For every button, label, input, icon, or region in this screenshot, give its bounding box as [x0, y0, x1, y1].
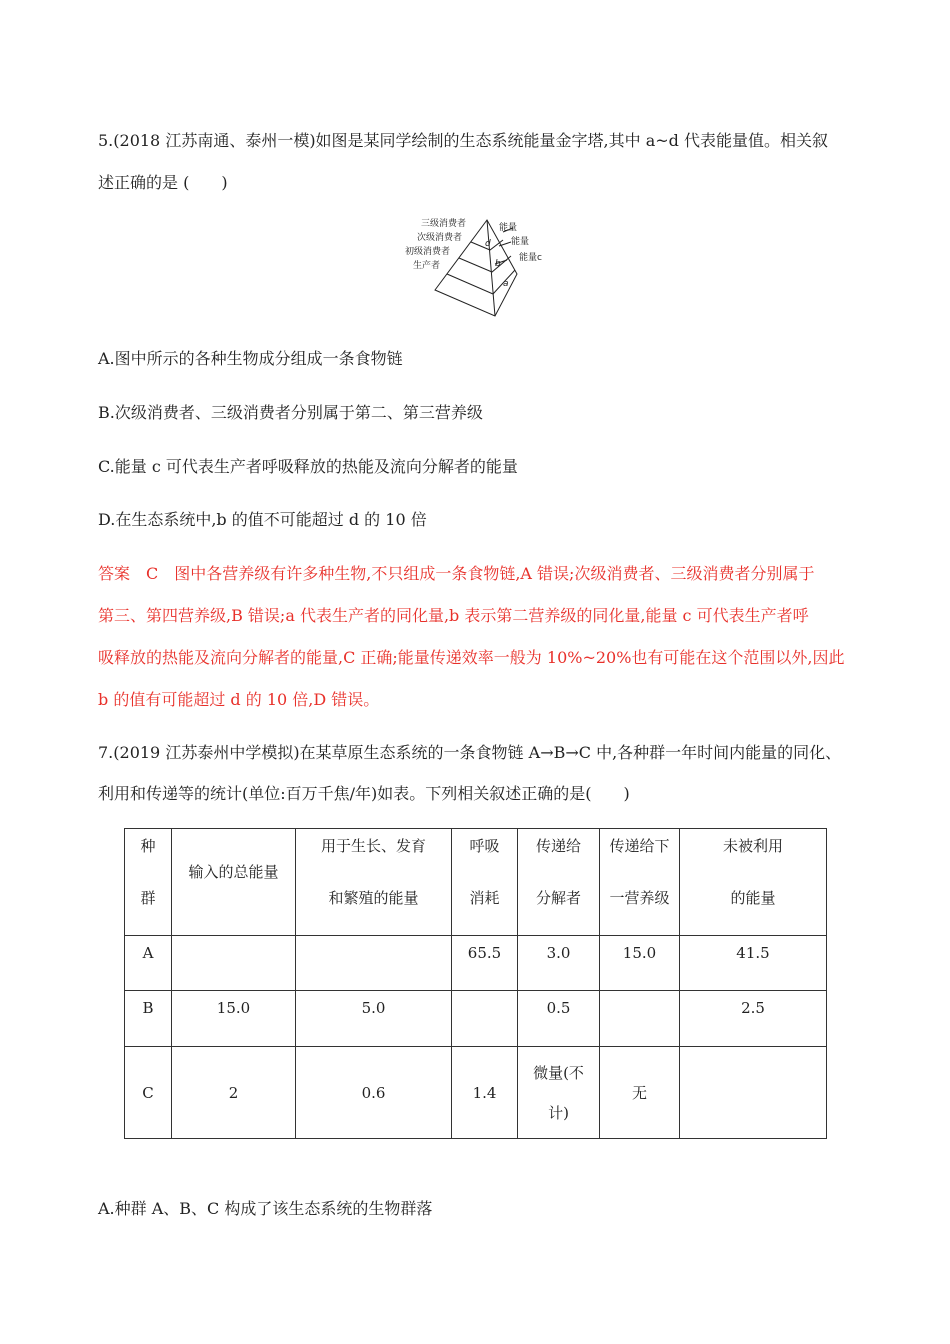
q5-option-b: B.次级消费者、三级消费者分别属于第二、第三营养级 [98, 403, 483, 422]
table-row [125, 991, 827, 1047]
table-header-row [125, 829, 827, 936]
header-input-energy: 输入的总能量 [172, 829, 296, 936]
cell-species: B [125, 991, 172, 1047]
q5-answer-line-2: 第三、第四营养级,B 错误;a 代表生产者的同化量,b 表示第二营养级的同化量,能量 c 可代表生产者呼 [98, 606, 809, 625]
cell-unused [680, 1047, 827, 1139]
pyramid-energy-label-1: 能量 [499, 223, 518, 233]
table-row [125, 1047, 827, 1139]
header-to-decomposer: 传递给 分解者 [518, 829, 600, 936]
cell-decomposer: 3.0 [518, 936, 600, 991]
pyramid-energy-label-2: 能量 [511, 237, 530, 247]
cell-input [172, 936, 296, 991]
pyramid-energy-label-c: 能量c [519, 253, 542, 263]
q7-stem-line-2: 利用和传递等的统计(单位:百万千焦/年)如表。下列相关叙述正确的是( ) [98, 784, 630, 803]
q5-answer-line-4: b 的值有可能超过 d 的 10 倍,D 错误。 [98, 690, 380, 709]
cell-decomposer: 微量(不 计) [518, 1047, 600, 1139]
q7-stem-line-1: 7.(2019 江苏泰州中学模拟)在某草原生态系统的一条食物链 A→B→C 中,各种群一年时间内能量的同化、 [98, 743, 842, 762]
cell-respiration: 65.5 [452, 936, 518, 991]
cell-respiration: 1.4 [452, 1047, 518, 1139]
cell-input: 2 [172, 1047, 296, 1139]
table-row [125, 936, 827, 991]
cell-decomposer: 0.5 [518, 991, 600, 1047]
energy-pyramid-figure [395, 212, 555, 327]
cell-input: 15.0 [172, 991, 296, 1047]
q7-option-a: A.种群 A、B、C 构成了该生态系统的生物群落 [98, 1199, 433, 1218]
header-species: 种 群 [125, 829, 172, 936]
pyramid-label-secondary: 次级消费者 [417, 233, 463, 243]
pyramid-label-primary: 初级消费者 [405, 247, 451, 257]
header-growth-energy: 用于生长、发育 和繁殖的能量 [296, 829, 452, 936]
cell-growth: 0.6 [296, 1047, 452, 1139]
cell-unused: 2.5 [680, 991, 827, 1047]
q5-option-c: C.能量 c 可代表生产者呼吸释放的热能及流向分解者的能量 [98, 457, 518, 476]
header-to-next-level: 传递给下 一营养级 [600, 829, 680, 936]
q5-answer-line-3: 吸释放的热能及流向分解者的能量,C 正确;能量传递效率一般为 10%~20%也有可能在这个范围以外,因此 [98, 648, 845, 667]
cell-growth [296, 936, 452, 991]
q5-option-d: D.在生态系统中,b 的值不可能超过 d 的 10 倍 [98, 510, 427, 529]
cell-next-level: 15.0 [600, 936, 680, 991]
q5-answer-line-1: 答案 C 图中各营养级有许多种生物,不只组成一条食物链,A 错误;次级消费者、三级消费者分别属于 [98, 564, 815, 583]
cell-growth: 5.0 [296, 991, 452, 1047]
cell-next-level [600, 991, 680, 1047]
header-unused: 未被利用 的能量 [680, 829, 827, 936]
cell-species: A [125, 936, 172, 991]
cell-species: C [125, 1047, 172, 1139]
pyramid-letter-a: a [503, 279, 509, 289]
pyramid-label-tertiary: 三级消费者 [421, 219, 467, 229]
energy-table [124, 828, 827, 1139]
q5-stem-line-2: 述正确的是 ( ) [98, 173, 228, 192]
q5-stem-line-1: 5.(2018 江苏南通、泰州一模)如图是某同学绘制的生态系统能量金字塔,其中 a~d 代表能量值。相关叙 [98, 131, 829, 150]
pyramid-letter-b: b [495, 259, 501, 269]
pyramid-label-producer: 生产者 [413, 261, 441, 271]
cell-next-level: 无 [600, 1047, 680, 1139]
header-respiration: 呼吸 消耗 [452, 829, 518, 936]
pyramid-letter-d: d [485, 239, 491, 249]
cell-respiration [452, 991, 518, 1047]
cell-unused: 41.5 [680, 936, 827, 991]
q5-option-a: A.图中所示的各种生物成分组成一条食物链 [98, 349, 403, 368]
